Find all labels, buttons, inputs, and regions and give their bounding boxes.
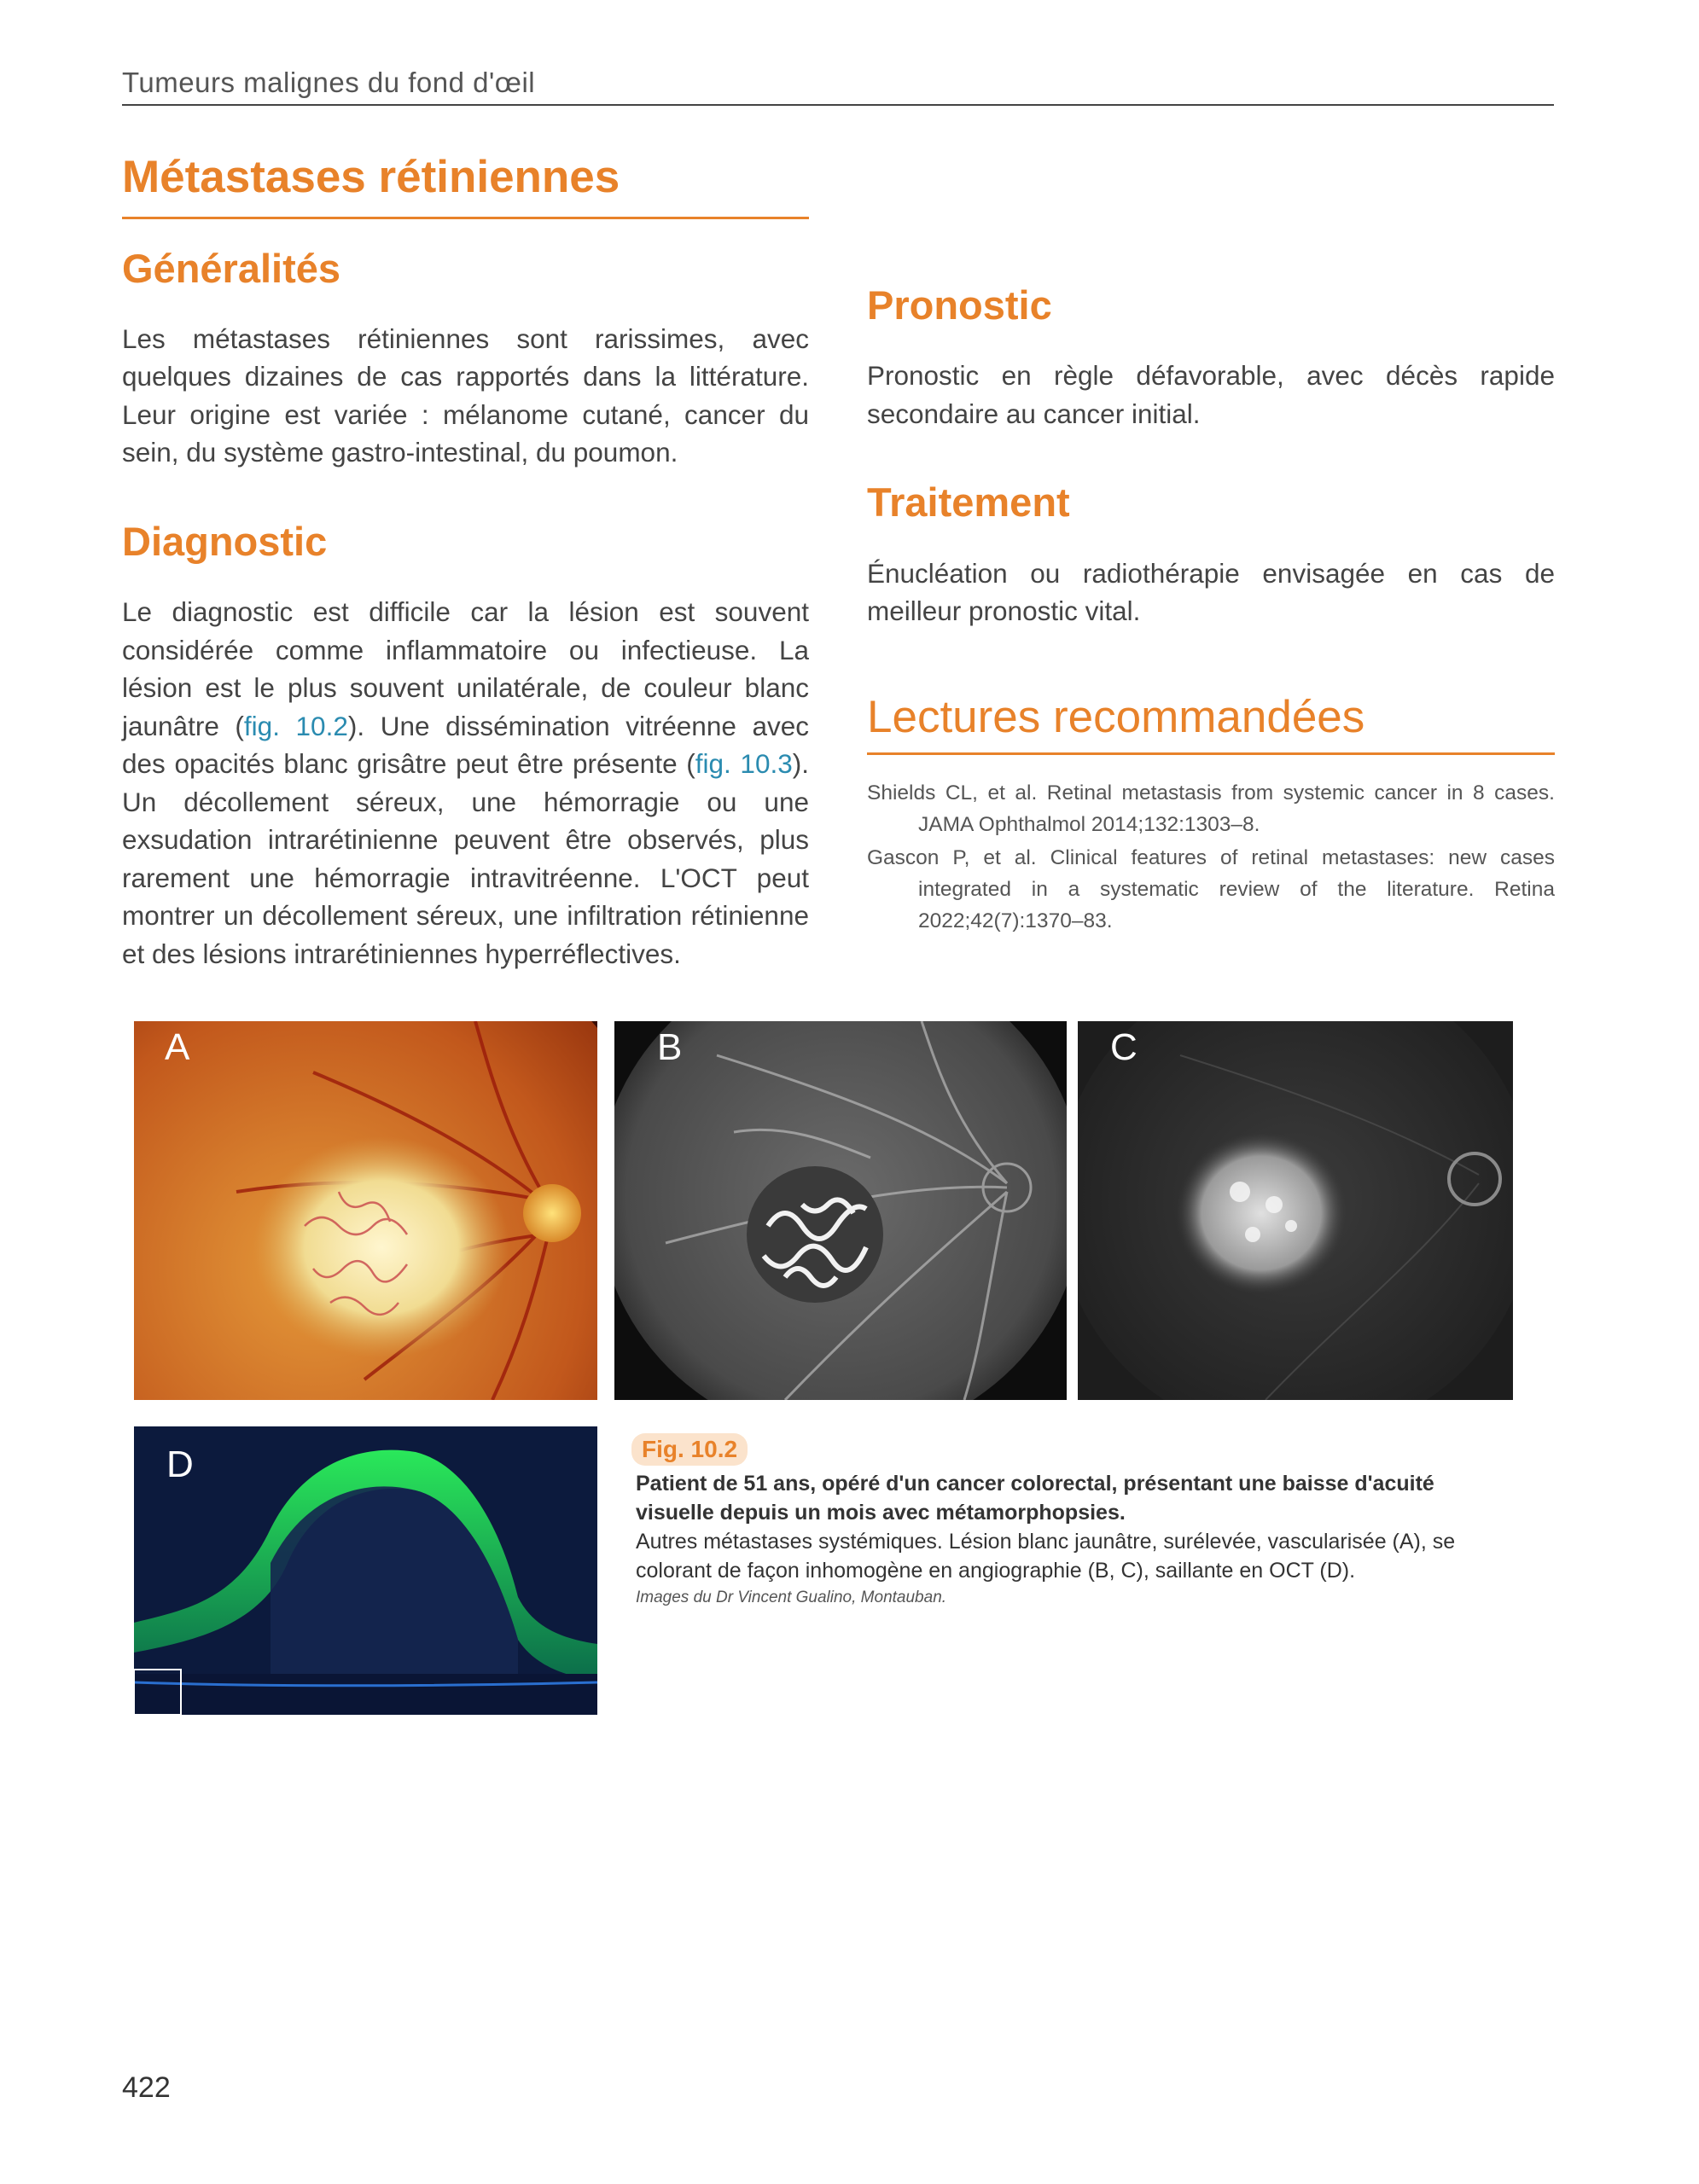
figure-caption bbox=[636, 1469, 1489, 1611]
angiography-image-c bbox=[1078, 1021, 1513, 1400]
diagnostic-text-2: ). Une dissémination vitréenne avec des opacités blanc grisâtre peut être présente ( bbox=[122, 710, 809, 780]
panel-label-d: D bbox=[166, 1443, 194, 1485]
heading-diagnostic: Diagnostic bbox=[122, 518, 328, 564]
reference-list bbox=[867, 777, 1555, 937]
figure-panel-b bbox=[614, 1021, 1067, 1400]
page-number: 422 bbox=[122, 2071, 171, 2104]
figure-link-10-3[interactable]: fig. 10.3 bbox=[695, 748, 793, 780]
diagnostic-text-3: ). Un décollement séreux, une hémorragie ou une exsudation intrarétinienne peuvent être observés, plus rarement une hémorragie intravitréenne. L'OCT peut montrer un décollement séreux, une infiltration rétinienne et des lésions intrarétiniennes hyperréflectives. bbox=[122, 748, 809, 969]
left-column bbox=[122, 150, 809, 973]
chapter-title: Métastases rétiniennes bbox=[122, 150, 809, 219]
running-head: Tumeurs malignes du fond d'œil bbox=[122, 67, 536, 98]
heading-pronostic: Pronostic bbox=[867, 282, 1052, 328]
caption-text: Autres métastases systémiques. Lésion blanc jaunâtre, surélevée, vascularisée (A), se colorant de façon inhomogène en angiographie (B, C), saillante en OCT (D). bbox=[636, 1530, 1456, 1583]
oct-scan-image bbox=[134, 1426, 597, 1715]
figure-tag: Fig. 10.2 bbox=[631, 1433, 748, 1466]
right-column-sections bbox=[867, 282, 1555, 937]
angiography-image-b bbox=[614, 1021, 1067, 1400]
caption-credit: Images du Dr Vincent Gualino, Montauban. bbox=[636, 1589, 947, 1606]
figure-panel-d bbox=[134, 1426, 597, 1715]
paragraph-generalites: Les métastases rétiniennes sont rarissimes, avec quelques dizaines de cas rapportés dans la littérature. Leur origine est variée : mélanome cutané, cancer du sein, du système gastro-intestinal, du poumon. bbox=[122, 322, 809, 468]
panel-label-a: A bbox=[165, 1026, 190, 1068]
reference-item: Gascon P, et al. Clinical features of retinal metastases: new cases integrated in a systematic review of the literature. Retina 2022;42(7):1370–83. bbox=[867, 846, 1555, 933]
diagnostic-text-1: Le diagnostic est difficile car la lésion est souvent considérée comme inflammatoire ou infectieuse. La lésion est le plus souvent unilatérale, de couleur blanc jaunâtre ( bbox=[122, 596, 809, 741]
heading-generalites: Généralités bbox=[122, 245, 341, 291]
panel-label-c: C bbox=[1110, 1026, 1138, 1068]
caption-title: Patient de 51 ans, opéré d'un cancer colorectal, présentant une baisse d'acuité visuelle depuis un mois avec métamorphopsies. bbox=[636, 1472, 1434, 1525]
paragraph-traitement: Énucléation ou radiothérapie envisagée en cas de meilleur pronostic vital. bbox=[867, 557, 1555, 627]
fundus-photo-image bbox=[134, 1021, 597, 1400]
figure-panel-c bbox=[1078, 1021, 1513, 1400]
paragraph-pronostic: Pronostic en règle défavorable, avec décès rapide secondaire au cancer initial. bbox=[867, 360, 1555, 429]
figure-link-10-2[interactable]: fig. 10.2 bbox=[243, 710, 348, 741]
reference-item: Shields CL, et al. Retinal metastasis from systemic cancer in 8 cases. JAMA Ophthalmol 2014;132:1303–8. bbox=[867, 781, 1555, 837]
heading-lectures: Lectures recommandées bbox=[867, 690, 1555, 756]
figure-panel-a bbox=[134, 1021, 597, 1400]
heading-traitement: Traitement bbox=[867, 479, 1070, 526]
panel-label-b: B bbox=[657, 1026, 683, 1068]
header-rule bbox=[122, 104, 1554, 106]
paragraph-diagnostic bbox=[122, 593, 809, 973]
